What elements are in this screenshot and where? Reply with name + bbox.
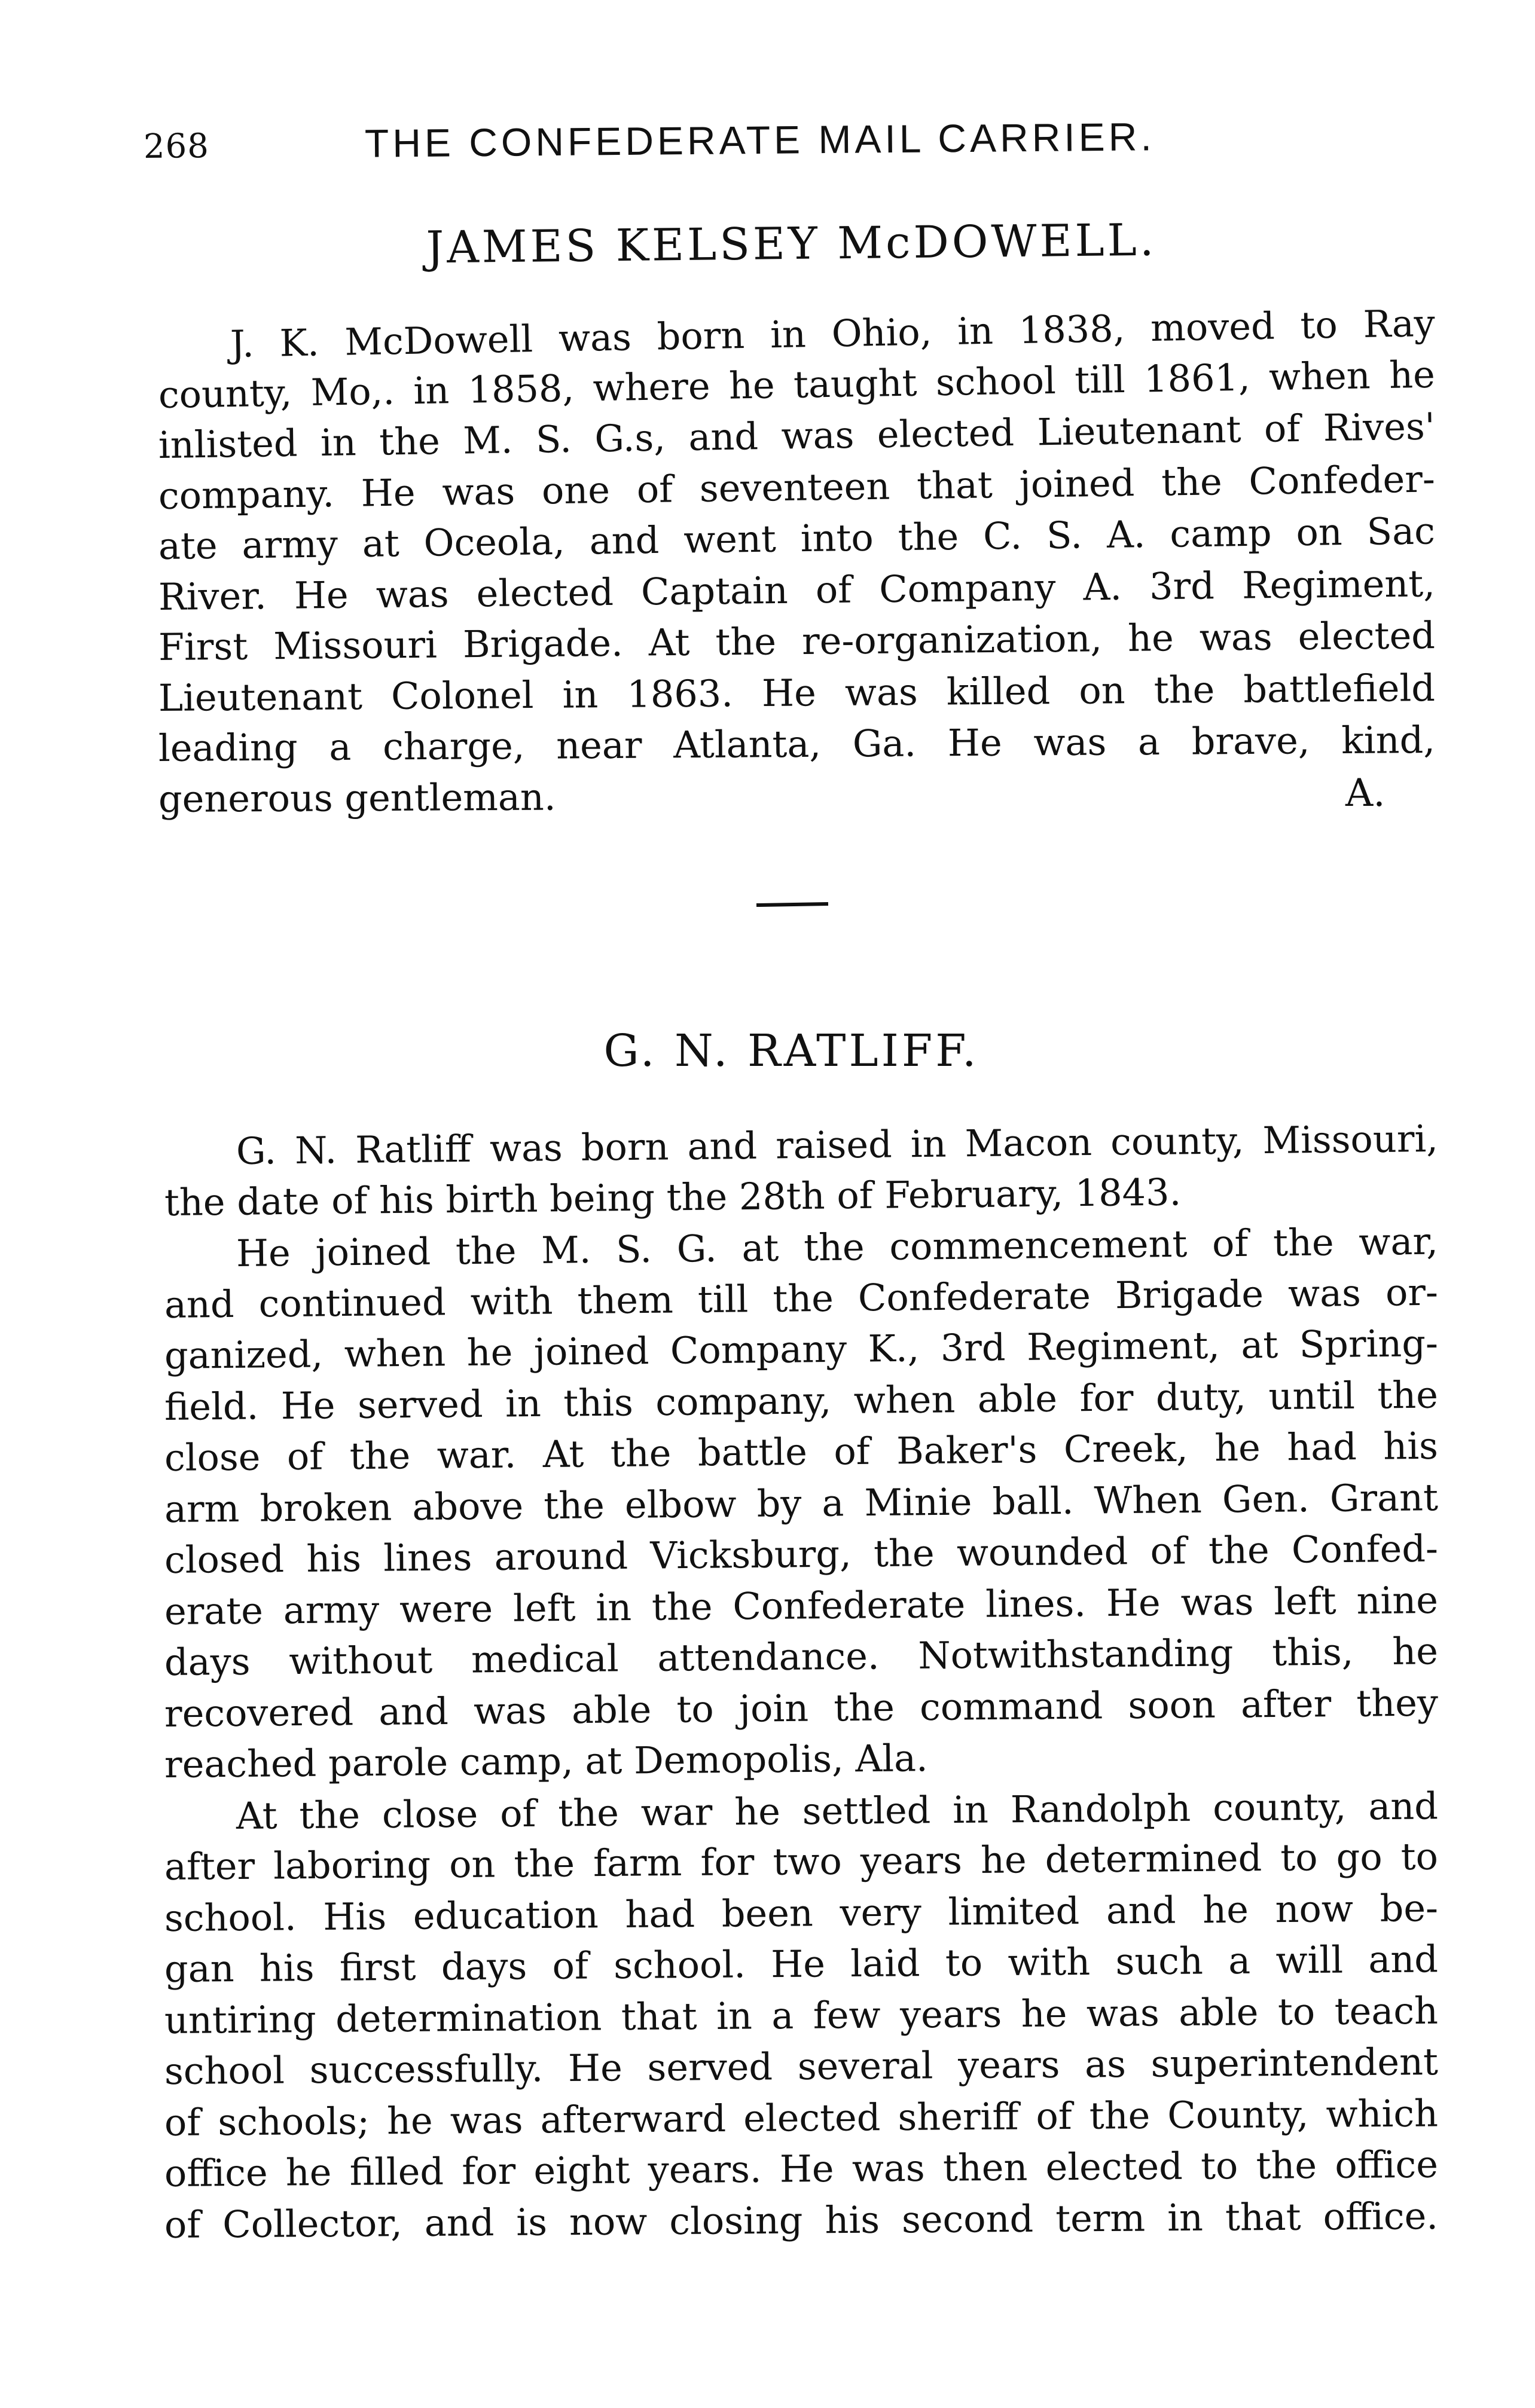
page-number: 268	[143, 127, 210, 166]
text-line: gan his first days of school. He laid to with such a will and	[164, 1937, 1439, 1991]
text-line: field. He served in this company, when able for duty, until the	[164, 1372, 1439, 1429]
text-line: G. N. Ratliff was born and raised in Macon county, Missouri,	[236, 1116, 1439, 1173]
text-line: days without medical attendance. Notwithstanding this, he	[164, 1629, 1439, 1684]
running-head	[144, 113, 1256, 170]
text-line: generous gentleman.	[158, 775, 556, 821]
text-line: company. He was one of seventeen that joined the Confeder-	[158, 456, 1436, 518]
text-line: and continued with them till the Confederate Brigade was or-	[164, 1270, 1439, 1327]
text-line: school successfully. He served several years as superintendent	[164, 2040, 1439, 2093]
text-line: closed his lines around Vicksburg, the wounded of the Confed-	[164, 1526, 1439, 1582]
text-line: office he filled for eight years. He was then elected to the office	[164, 2142, 1439, 2195]
section-heading-mcdowell: JAMES KELSEY McDOWELL.	[426, 214, 1157, 274]
text-line: county, Mo,. in 1858, where he taught school till 1861, when he	[158, 352, 1436, 417]
text-line: after laboring on the farm for two years he determined to go to	[164, 1834, 1439, 1888]
text-line: arm broken above the elbow by a Minie ball. When Gen. Grant	[164, 1475, 1439, 1531]
text-line: leading a charge, near Atlanta, Ga. He was a brave, kind,	[158, 717, 1436, 770]
text-line: recovered and was able to join the command soon after they	[164, 1680, 1439, 1735]
text-line: ganized, when he joined Company K., 3rd Regiment, at Spring-	[164, 1321, 1439, 1377]
text-line: River. He was elected Captain of Company A. 3rd Regiment,	[158, 561, 1436, 619]
text-line: close of the war. At the battle of Baker's Creek, he had his	[164, 1423, 1439, 1480]
section-heading-ratliff: G. N. RATLIFF.	[603, 1025, 979, 1077]
text-line: inlisted in the M. S. G.s, and was elected Lieutenant of Rives'	[158, 404, 1436, 467]
text-line: At the close of the war he settled in Randolph county, and	[236, 1783, 1439, 1838]
text-line: reached parole camp, at Demopolis, Ala.	[164, 1736, 929, 1786]
text-line: school. His education had been very limited and he now be-	[164, 1886, 1439, 1940]
running-title: THE CONFEDERATE MAIL CARRIER.	[364, 114, 1156, 166]
text-line: He joined the M. S. G. at the commencement of the war,	[236, 1219, 1439, 1275]
section-divider-rule	[756, 902, 828, 907]
text-line: erate army were left in the Confederate lines. He was left nine	[164, 1578, 1439, 1633]
text-line: Lieutenant Colonel in 1863. He was killed on the battlefield	[158, 665, 1436, 720]
text-line: J. K. McDowell was born in Ohio, in 1838, moved to Ray	[230, 301, 1436, 366]
text-line: ate army at Oceola, and went into the C. S. A. camp on Sac	[158, 509, 1436, 568]
text-line: First Missouri Brigade. At the re-organization, he was elected	[158, 613, 1436, 669]
text-line: of Collector, and is now closing his second term in that office.	[164, 2193, 1439, 2247]
text-line: of schools; he was afterward elected sheriff of the County, which	[164, 2091, 1439, 2144]
author-signature: A.	[1345, 771, 1386, 815]
text-line: the date of his birth being the 28th of February, 1843.	[164, 1169, 1182, 1224]
text-line: untiring determination that in a few years he was able to teach	[164, 1988, 1439, 2042]
